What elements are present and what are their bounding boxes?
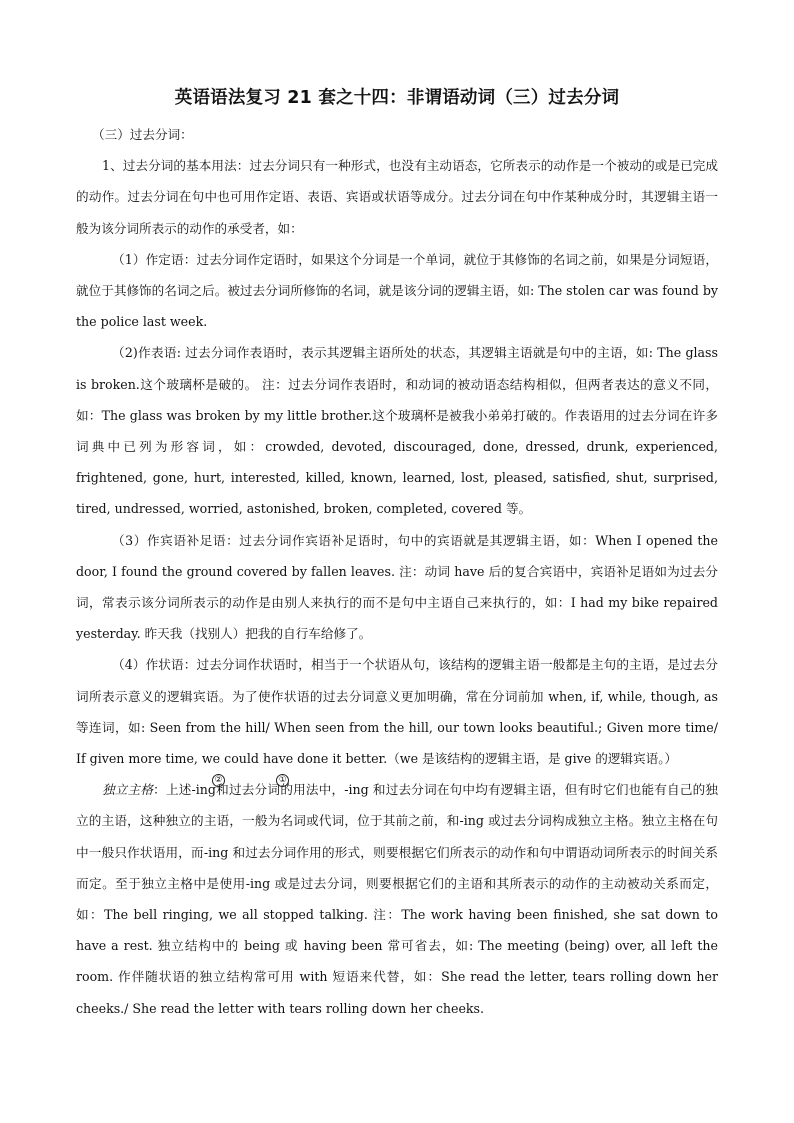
absolute-text-c: 的用法中，-ing 和过去分词在句中均有逻辑主语，但有时它们也能有自己的独立的主语，这种独立的主语，一般为名词或代词，位于其前之前，和-ing 或过去分词构成独立主格。独立主格在句中一般只作状语用，而-ing 和过去分词作用的形式，则要根据它们所表示的动作和句中谓语动词所表示的时间关系而定。至于独立主格中是使用-ing 或是过去分词，则要根据它们的主语和其所表示的动作的主动被动关系而定，如：The bell ringing, we all stopped talking. 注：The work having been finished, she sat down to have a rest. 独立结构中的 being 或 having been 常可省去，如: The meeting (being) over, all left the room. 作伴随状语的独立结构常可用 with 短语来代替，如：She read the letter, tears rolling down her cheeks./ She read the letter with tears rolling down her cheeks.	[76, 782, 718, 1016]
paragraph-object-complement: （3）作宾语补足语：过去分词作宾语补足语时，句中的宾语就是其逻辑主语，如：When I opened the door, I found the ground covered by fallen leaves. 注：动词 have 后的复合宾语中，宾语补足语如为过去分词，常表示该分词所表示的动作是由别人来执行的而不是句中主语自己来执行的，如：I had my bike repaired yesterday. 昨天我（找别人）把我的自行车给修了。	[76, 532, 718, 642]
absolute-label: 独立主格	[102, 782, 154, 798]
absolute-text-a: ：上述-ing	[153, 782, 216, 798]
circled-mark-1-glyph: ①	[276, 774, 289, 787]
document-page	[76, 84, 718, 1024]
paragraph-absolute-construction	[76, 774, 718, 1024]
paragraph-adverbial: （4）作状语：过去分词作状语时，相当于一个状语从句，该结构的逻辑主语一般都是主句的主语，是过去分词所表示意义的逻辑宾语。为了使作状语的过去分词意义更加明确，常在分词前加 when, if, while, though, as 等连词，如: Seen from the hill/ When seen from the hill, our town looks beautiful.; Given more time/ If given more time, we could have done it better.（we 是该结构的逻辑主语，是 give 的逻辑宾语。）	[76, 657, 718, 767]
circled-mark-2-glyph: ②	[212, 774, 225, 787]
paragraph-basic-usage: 1、过去分词的基本用法：过去分词只有一种形式，也没有主动语态，它所表示的动作是一个被动的或是已完成的动作。过去分词在句中也可用作定语、表语、宾语或状语等成分。过去分词在句中作某种成分时，其逻辑主语一般为该分词所表示的动作的承受者，如：	[76, 158, 718, 236]
absolute-text-b: 和过去分词	[215, 782, 281, 798]
document-title: 英语语法复习 21 套之十四：非谓语动词（三）过去分词	[174, 88, 620, 108]
paragraph-predicative: （2)作表语: 过去分词作表语时，表示其逻辑主语所处的状态，其逻辑主语就是句中的主语，如: The glass is broken.这个玻璃杯是破的。 注：过去分词作表语时，和动词的被动语态结构相似，但两者表达的意义不同，如：The glass was broken by my little brother.这个玻璃杯是被我小弟弟打破的。作表语用的过去分词在许多词典中已列为形容词，如：crowded, devoted, discouraged, done, dressed, drunk, experienced, frightened, gone, hurt, interested, killed, known, learned, lost, pleased, satisfied, shut, surprised, tired, undressed, worried, astonished, broken, completed, covered 等。	[76, 345, 718, 517]
section-heading: （三）过去分词：	[92, 127, 193, 142]
paragraph-attribute: （1）作定语：过去分词作定语时，如果这个分词是一个单词，就位于其修饰的名词之前，如果是分词短语，就位于其修饰的名词之后。被过去分词所修饰的名词，就是该分词的逻辑主语，如: The stolen car was found by the police last week.	[76, 251, 718, 330]
